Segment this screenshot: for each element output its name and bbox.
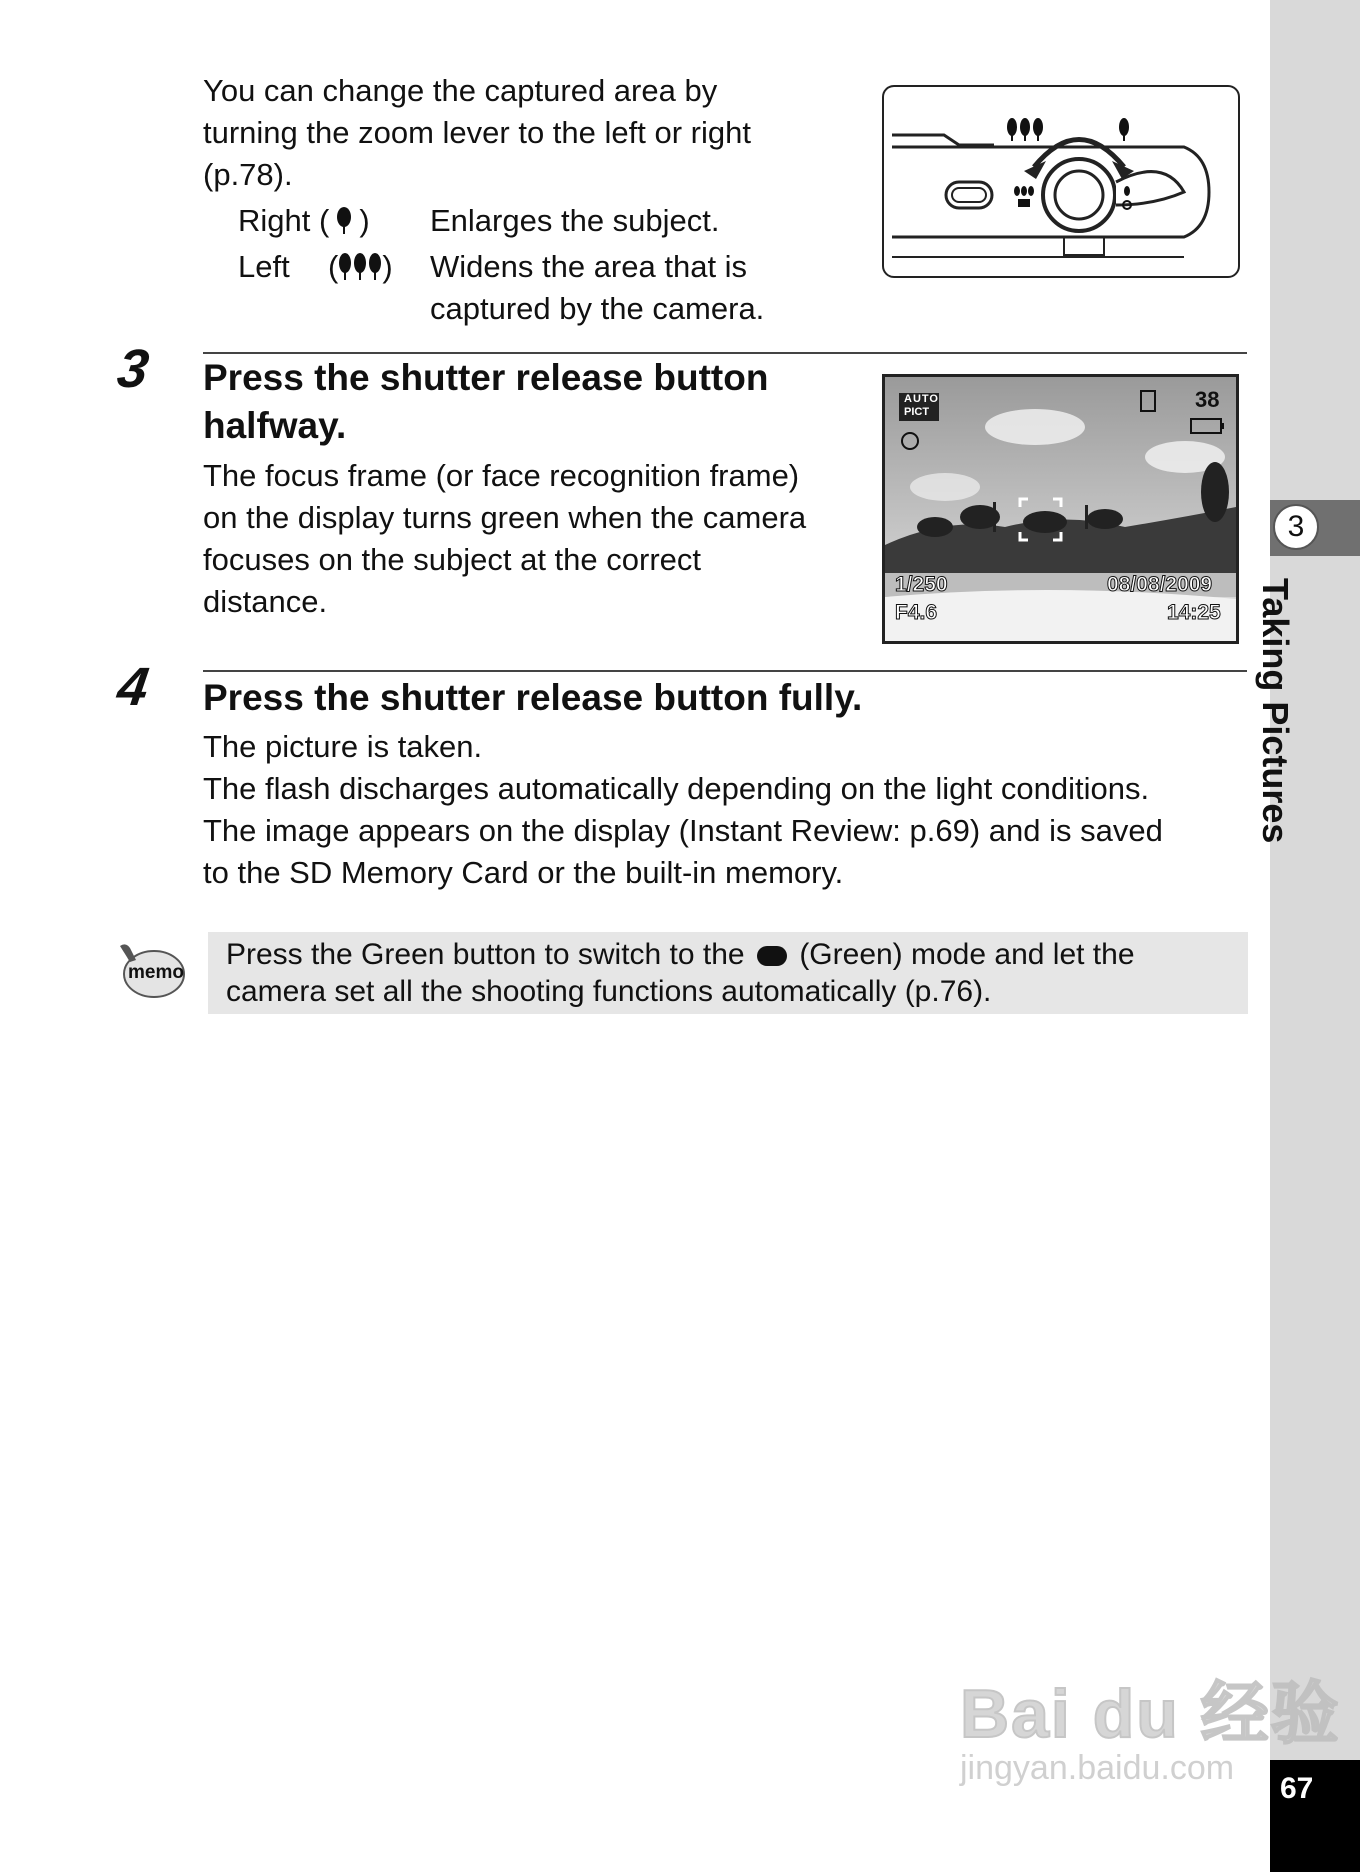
zoom-right-label: Right ( [238,203,330,238]
step-3-body-3: focuses on the subject at the correct [203,542,701,577]
memo-line-1 [226,936,1135,973]
watermark-url: jingyan.baidu.com [960,1749,1235,1787]
memo-icon-label: memo [128,962,184,983]
wide-angle-trees-icon [338,253,382,281]
intro-line-2: turning the zoom lever to the left or right [203,115,751,150]
step-4-body-4: to the SD Memory Card or the built-in memory. [203,855,844,890]
step-4-body-2: The flash discharges automatically depending on the light conditions. [203,771,1150,806]
chapter-number: 3 [1273,504,1319,550]
watermark-main: Bai du 经验 [960,1676,1341,1752]
chapter-sidebar [1270,0,1360,1872]
zoom-left-desc-2: captured by the camera. [430,291,765,326]
memo-text [226,936,1135,1010]
lcd-shutter-speed: 1/250 [895,573,948,596]
step-3-body-2: on the display turns green when the camera [203,500,807,535]
memo-line-1b: (Green) mode and let the [799,938,1135,971]
step-4-divider [203,670,1247,672]
zoom-left-desc-1: Widens the area that is [430,249,748,284]
lcd-date: 08/08/2009 [1107,573,1213,596]
step-4-heading: Press the shutter release button fully. [203,677,863,718]
zoom-left-close: ) [382,249,393,284]
zoom-right-row [238,200,370,242]
step-3-number: 3 [113,339,153,399]
step-4-number: 4 [113,657,153,717]
zoom-left-label: Left [238,249,290,284]
zoom-right-close: ) [359,203,370,238]
page-number: 67 [1280,1772,1314,1805]
lcd-aperture: F4.6 [895,601,938,624]
memo-icon [114,940,186,1000]
telephoto-tree-icon [333,207,355,235]
step-3-body-4: distance. [203,584,328,619]
step-3-body-1: The focus frame (or face recognition frame) [203,458,800,493]
step-4-body-1: The picture is taken. [203,729,483,764]
step-3-heading-line-1: Press the shutter release button [203,357,769,398]
lcd-mode-bottom: PICT [904,406,930,418]
intro-line-1: You can change the captured area by [203,73,718,108]
step-3-heading-line-2: halfway. [203,405,347,446]
baidu-watermark [960,1660,1341,1788]
camera-top-drawing [884,87,1238,276]
zoom-right-desc: Enlarges the subject. [430,203,720,238]
lcd-time: 14:25 [1167,601,1221,624]
intro-line-3: (p.78). [203,157,293,192]
memo-line-1a: Press the Green button to switch to the [226,938,745,971]
lcd-mode-top: AUTO [904,393,939,405]
step-4-body-3: The image appears on the display (Instant Review: p.69) and is saved [203,813,1163,848]
camera-display-illustration [882,374,1239,644]
chapter-title: Taking Pictures [1255,578,1296,844]
zoom-left-row [328,246,393,288]
memo-line-2: camera set all the shooting functions automatically (p.76). [226,975,992,1008]
zoom-left-open: ( [328,249,339,284]
green-mode-icon [757,946,787,966]
zoom-lever-illustration [882,85,1240,278]
lcd-remaining-shots: 38 [1195,387,1220,412]
